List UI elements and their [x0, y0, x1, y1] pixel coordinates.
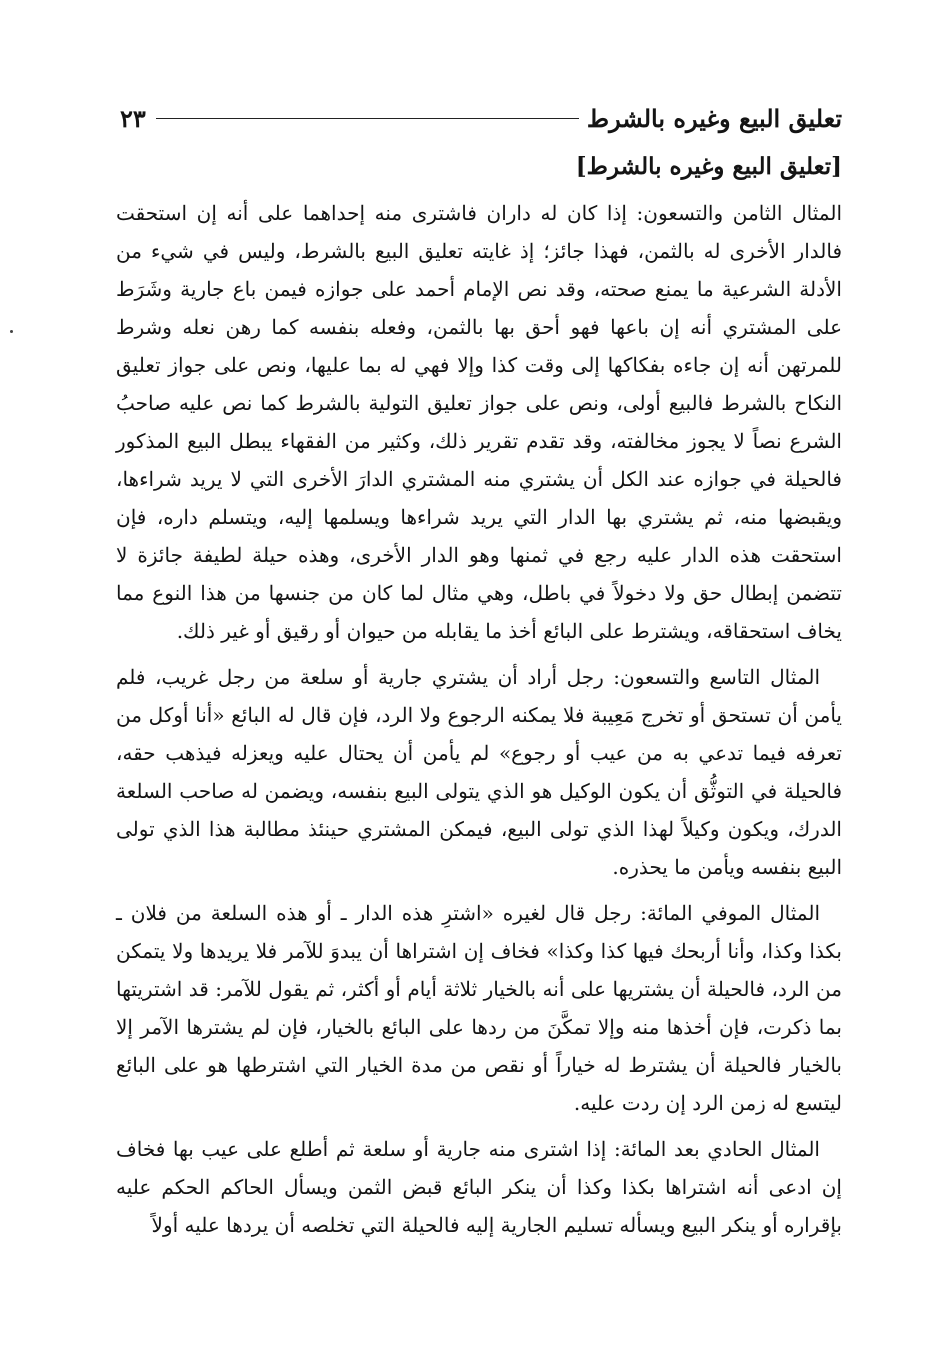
paragraph-example-98: المثال الثامن والتسعون: إذا كان له داران فاشترى منه إحداهما على أنه إن استحقت فالدار الأخرى له بالثمن، فهذا جائز؛ إذ غايته تعليق البيع بالشرط، وليس في شيء من الأدلة الشرعية ما يمنع صحته، وقد نص الإمام أحمد على جوازه فيمن باع جارية وشَرَط على المشتري أنه إن باعها فهو أحق بها بالثمن، وفعله بنفسه كما رهن نعله وشرط للمرتهن أنه إن جاءه بفكاكها إلى وقت كذا وإلا فهي له بما عليها، ونص على جواز تعليق النكاح بالشرط فالبيع أولى، ونص على جواز تعليق التولية بالشرط كما نص عليه صاحبُ الشرع نصاً لا يجوز مخالفته، وقد تقدم تقرير ذلك، وكثير من الفقهاء يبطل البيع المذكور فالحيلة في جوازه عند الكل أن يشتري منه المشتري الدارَ الأخرى التي لا يريد شراءها، ويقبضها منه، ثم يشتري بها الدار التي يريد شراءها ويسلمها إليه، ويتسلم داره، فإن استحقت هذه الدار عليه رجع في ثمنها وهو الدار الأخرى، وهذه حيلة لطيفة جائزة لا تتضمن إبطال حق ولا دخولاً في باطل، وهي مثال لما كان من جنسها من هذا النوع مما يخاف استحقاقه، ويشترط على البائع أخذ ما يقابله من حيوان أو رقيق أو غير ذلك. — [116, 201, 842, 643]
page-number: ٢٣ — [120, 103, 146, 133]
running-header — [120, 98, 842, 138]
body-text — [116, 194, 842, 1252]
scan-speck — [10, 330, 13, 333]
paragraph-example-99: المثال التاسع والتسعون: رجل أراد أن يشتري جارية أو سلعة من رجل غريب، فلم يأمن أن تستحق أو تخرج مَعِيبة فلا يمكنه الرجوع ولا الرد، فإن قال له البائع «أنا أوكل من تعرفه فيما تدعي به من عيب أو رجوع» لم يأمن أن يحتال عليه ويعزله فيذهب حقه، فالحيلة في التوثُّق أن يكون الوكيل هو الذي يتولى البيع بنفسه، ويضمن له صاحب السلعة الدرك، ويكون وكيلاً لهذا الذي تولى البيع، فيمكن المشتري حينئذ مطالبة هذا الذي تولى البيع بنفسه ويأمن ما يحذره. — [116, 665, 842, 879]
paragraph-example-100: المثال الموفي المائة: رجل قال لغيره «اشترِ هذه الدار ـ أو هذه السلعة من فلان ـ بكذا وكذا، وأنا أربحك فيها كذا وكذا» فخاف إن اشتراها أن يبدوَ للآمر فلا يريدها ولا يتمكن من الرد، فالحيلة أن يشتريها على أنه بالخيار ثلاثة أيام أو أكثر، ثم يقول للآمر: قد اشتريتها بما ذكرت، فإن أخذها منه وإلا تمكَّنَ من ردها على البائع بالخيار، فإن لم يشترها الآمر إلا بالخيار فالحيلة أن يشترط له خياراً أو نقص من مدة الخيار التي اشترطها هو على البائع ليتسع له زمن الرد إن ردت عليه. — [116, 901, 842, 1115]
section-title: [تعليق البيع وغيره بالشرط] — [575, 153, 842, 180]
header-rule — [156, 118, 579, 119]
paragraph-example-101: المثال الحادي بعد المائة: إذا اشترى منه جارية أو سلعة ثم أطلع على عيب بها فخاف إن ادعى أنه اشتراها بكذا وكذا أن ينكر البائع قبض الثمن ويسأل الحاكم الحكم عليه بإقراره أو ينكر البيع ويسأله تسليم الجارية إليه فالحيلة التي تخلصه أن يردها عليه أولاً — [116, 1137, 842, 1237]
running-title: تعليق البيع وغيره بالشرط — [586, 103, 842, 133]
